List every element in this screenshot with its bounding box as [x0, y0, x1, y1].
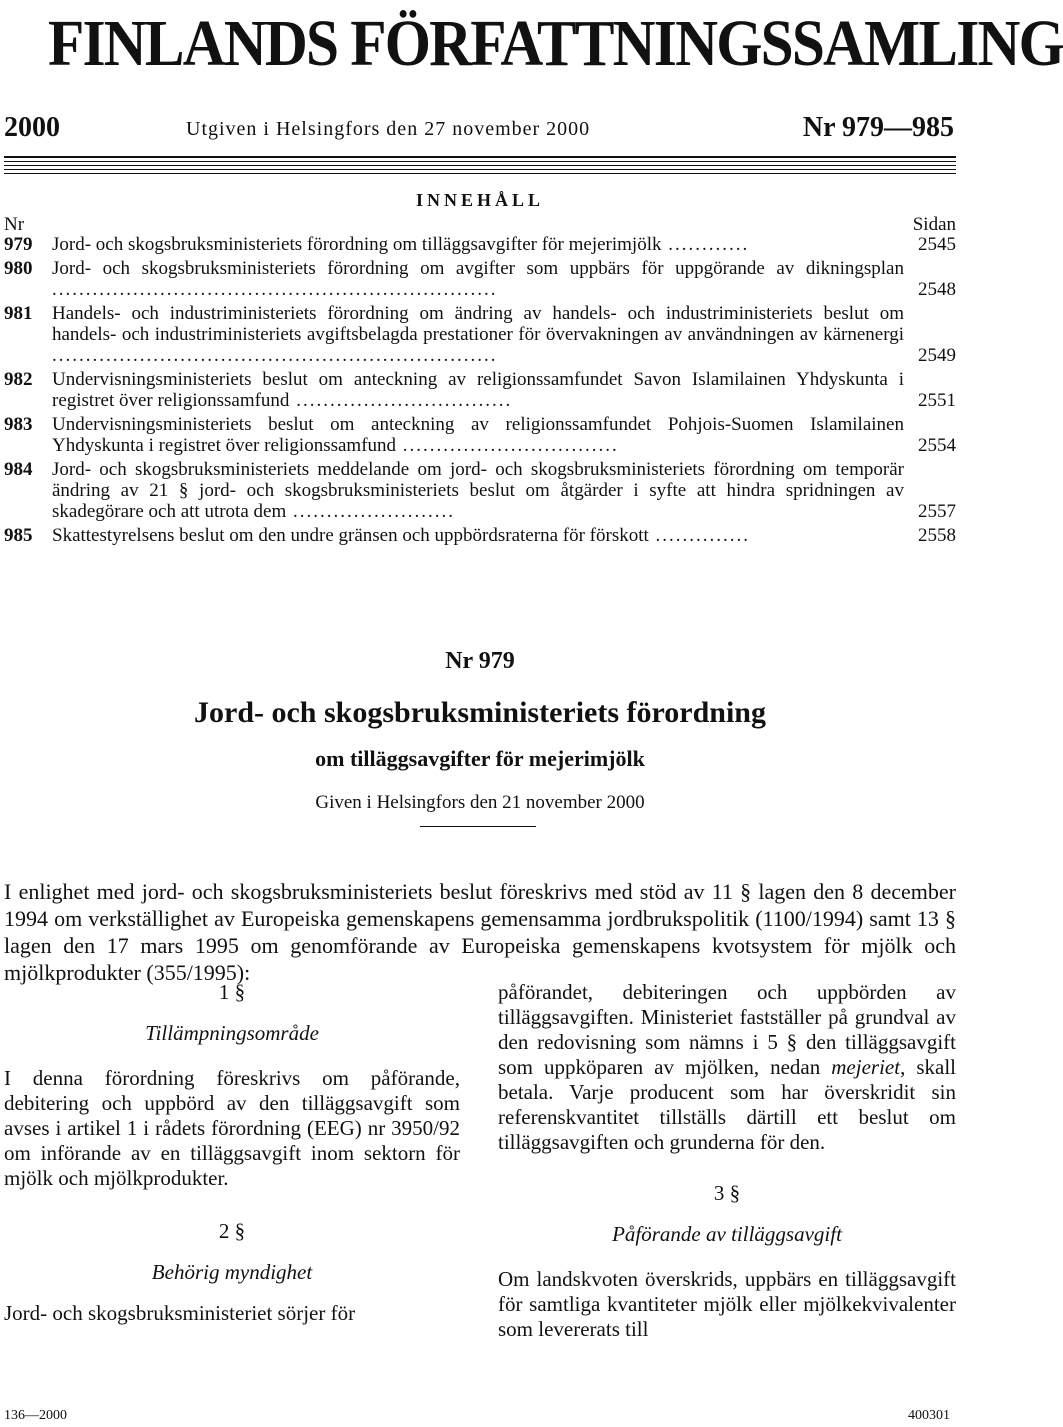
toc-entry [4, 258, 956, 300]
section-3-text: Om landskvoten överskrids, uppbärs en tilläggsavgift för samtliga kvantiteter mjölk eller mjölkekvivalenter som levererats till [498, 1267, 956, 1341]
title-divider [420, 826, 536, 827]
toc-page-header: Sidan [912, 214, 956, 235]
section-1-number: 1 § [218, 980, 246, 1004]
toc-leader-dots: ........................ [286, 501, 455, 522]
toc-entry [4, 303, 956, 366]
issue-line [4, 112, 956, 148]
publication-masthead: FINLANDS FÖRFATTNINGSSAMLING [48, 7, 1063, 80]
toc-entry [4, 459, 956, 522]
toc-entry-number: 981 [4, 303, 33, 324]
toc-entry-page: 2548 [918, 279, 956, 300]
header-rule [4, 165, 956, 166]
toc-entry-number: 985 [4, 525, 33, 546]
section-2-continuation-emphasis: mejeriet [831, 1055, 901, 1079]
toc-leader-dots: ................................ [396, 435, 619, 456]
document-given-date: Given i Helsingfors den 21 november 2000 [315, 792, 645, 813]
toc-leader-dots: .................................................................. [52, 279, 498, 300]
toc-entry-number: 984 [4, 459, 33, 480]
section-3-heading: Påförande av tilläggsavgift [612, 1222, 842, 1246]
toc-entry-title: Undervisningsministeriets beslut om anteckning av religionssamfundet Savon Islamilainen Yhdyskunta i registret över religionssamfund [52, 369, 904, 411]
toc-leader-dots: ................................ [289, 390, 513, 411]
toc-entry-page: 2554 [918, 435, 956, 456]
toc-entry-page: 2557 [918, 501, 956, 522]
toc-entry [4, 414, 956, 456]
toc-entry-page: 2545 [918, 234, 956, 255]
toc-entry-page: 2551 [918, 390, 956, 411]
toc-entry-number: 982 [4, 369, 33, 390]
document-title: Jord- och skogsbruksministeriets förordning [194, 696, 766, 729]
toc-entry-number: 979 [4, 234, 33, 255]
left-column [4, 980, 460, 1326]
section-2-number: 2 § [218, 1219, 246, 1243]
toc-entry-title: Skattestyrelsens beslut om den undre gränsen och uppbördsraterna för förskott [52, 525, 649, 546]
section-1-text: I denna förordning föreskrivs om påförande, debitering och uppbörd av den tilläggsavgift som avses i artikel 1 i rådets förordning (EEG) nr 3950/92 om införande av en tilläggsavgift inom sektorn för mjölk och mjölkprodukter. [4, 1066, 460, 1190]
right-column [498, 980, 956, 1342]
section-1-heading: Tillämpningsområde [145, 1021, 319, 1045]
footer-code-left: 136—2000 [4, 1408, 67, 1423]
toc-entry-page: 2549 [918, 345, 956, 366]
toc-entry-number: 980 [4, 258, 33, 279]
section-2-continuation-b: , skall betala. Varje producent som har överskridit sin referenskvantitet tillställs därtill ett beslut om tilläggsavgiften och grunderna för den. [498, 1055, 956, 1154]
section-2-text: Jord- och skogsbruksministeriet sörjer för [4, 1301, 356, 1325]
document-number: Nr 979 [445, 648, 515, 674]
toc-entry [4, 234, 956, 255]
toc-entry-page: 2558 [918, 525, 956, 546]
issue-numbers: Nr 979—985 [802, 112, 954, 143]
section-3-number: 3 § [713, 1181, 741, 1205]
toc-entry-title: Undervisningsministeriets beslut om anteckning av religionssamfundet Pohjois-Suomen Islamilainen Yhdyskunta i registret över religionssamfund [52, 414, 904, 456]
toc-entry [4, 525, 956, 546]
toc-entry-number: 983 [4, 414, 33, 435]
table-of-contents [4, 234, 956, 549]
toc-column-headers [4, 214, 956, 236]
footer-code-right: 400301 [908, 1408, 950, 1423]
issue-year: 2000 [4, 112, 60, 143]
header-rule [4, 169, 956, 170]
header-rule [4, 161, 956, 162]
toc-leader-dots: .................................................................. [52, 345, 498, 366]
document-subtitle: om tilläggsavgifter för mejerimjölk [315, 746, 645, 771]
header-rule [4, 173, 956, 174]
issue-date: Utgiven i Helsingfors den 27 november 2000 [186, 118, 591, 140]
toc-entry-title: Jord- och skogsbruksministeriets förordning om tilläggsavgifter för mejerimjölk [52, 234, 662, 255]
toc-entry-title: Jord- och skogsbruksministeriets meddelande om jord- och skogsbruksministeriets förordning om temporär ändring av 21 § jord- och skogsbruksministeriets beslut om åtgärder i syfte att hindra spridningen av skadegörare och att utrota dem [52, 459, 904, 522]
section-2-continuation [498, 980, 956, 1155]
toc-entry-title: Jord- och skogsbruksministeriets förordning om avgifter som uppbärs för uppgörande av dikningsplan [52, 258, 904, 279]
toc-entry-title: Handels- och industriministeriets förordning om ändring av handels- och industriministeriets beslut om handels- och industriministeriets avgiftsbelagda prestationer för övervakningen av användningen av kärnenergi [52, 303, 904, 345]
toc-leader-dots: ............ [661, 234, 750, 255]
header-rule [4, 156, 956, 158]
toc-leader-dots: .............. [648, 525, 751, 546]
toc-heading: INNEHÅLL [415, 190, 545, 210]
toc-nr-header: Nr [4, 214, 25, 235]
section-2-continuation-a: påförandet, debiteringen och uppbörden av tilläggsavgiften. Ministeriet fastställer på grundval av den redovisning som nämns i 5 § den tilläggsavgift som uppköparen av mjölken, nedan [498, 980, 956, 1079]
toc-entry [4, 369, 956, 411]
preamble: I enlighet med jord- och skogsbruksministeriets beslut föreskrivs med stöd av 11 § lagen den 8 december 1994 om verkställighet av Europeiska gemenskapens gemensamma jordbrukspolitik (1100/1994) samt 13 § lagen den 17 mars 1995 om genomförande av Europeiska gemenskapens kvotsystem för mjölk och mjölkprodukter (355/1995): [4, 879, 956, 985]
section-2-heading: Behörig myndighet [151, 1260, 313, 1284]
